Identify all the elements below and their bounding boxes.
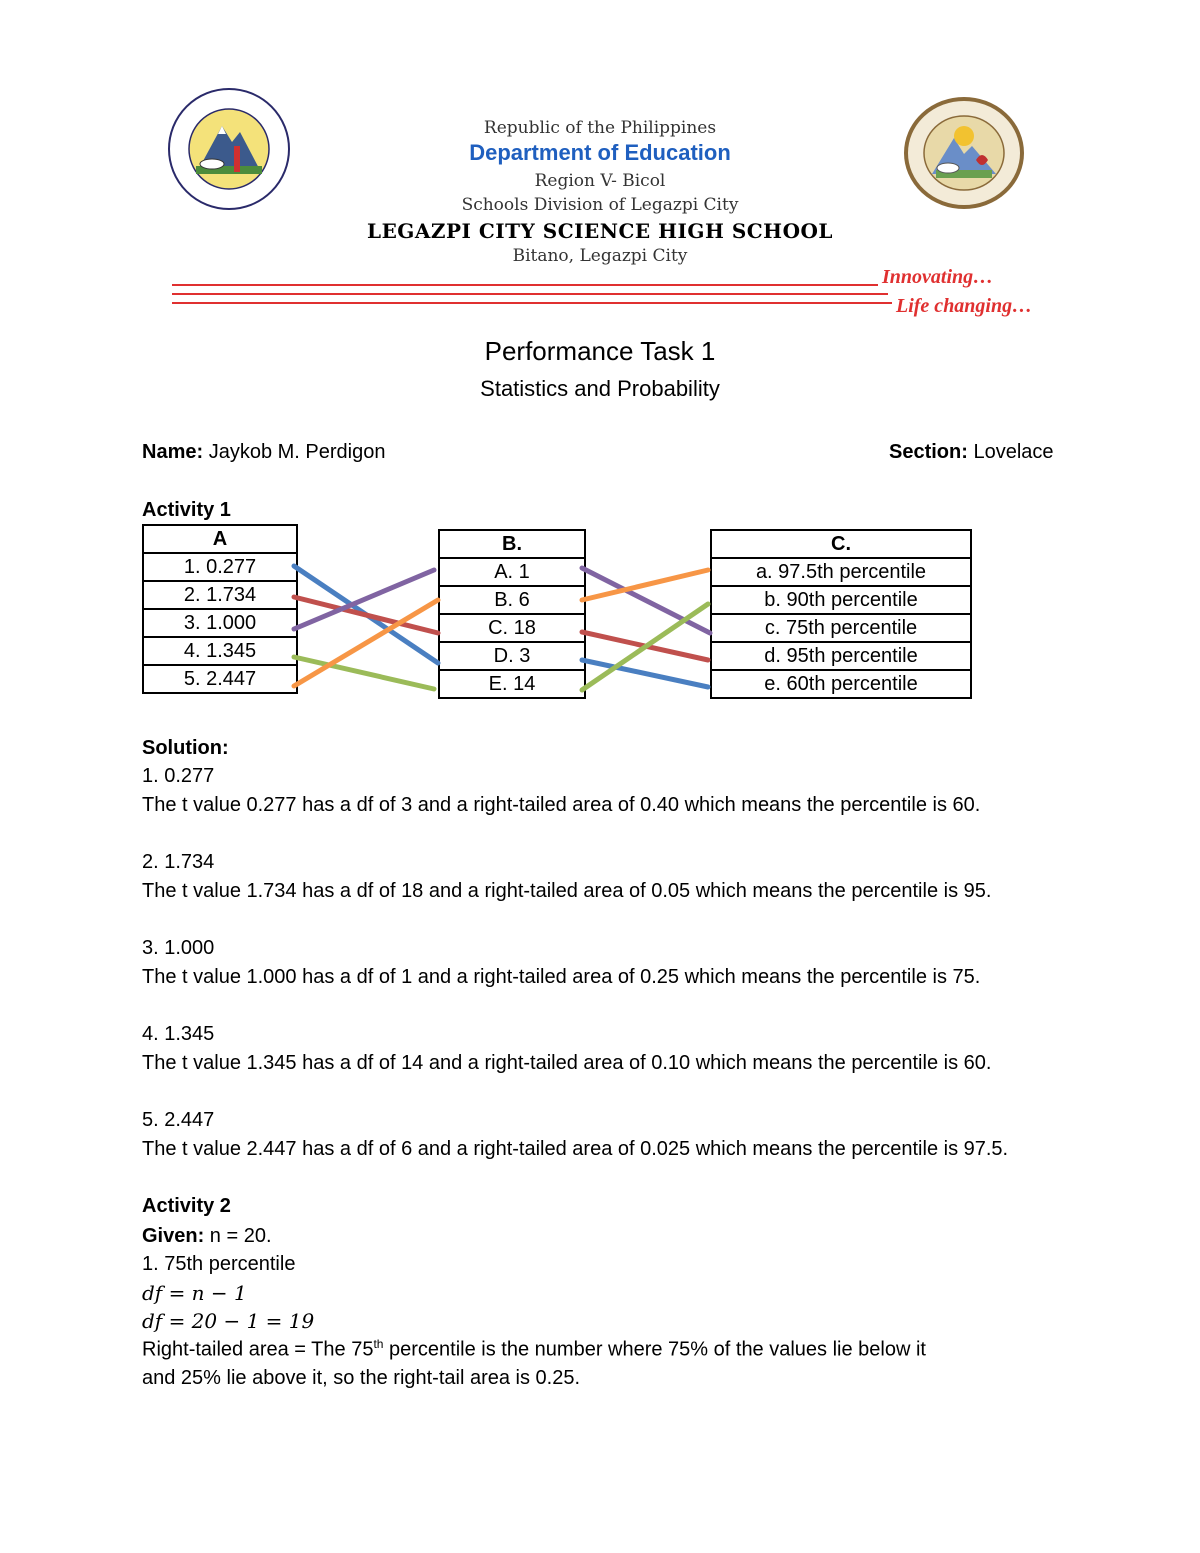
column-b-item: C. 18 (439, 614, 585, 642)
match-line-b1-c3 (582, 568, 710, 633)
match-line-b4-c5 (582, 660, 708, 687)
solution-item-label: 5. 2.447 (142, 1109, 215, 1131)
header-location: Bitano, Legazpi City (512, 246, 688, 266)
activity2-item: 1. 75th percentile (142, 1253, 296, 1275)
motto-line-1: Innovating… (882, 266, 994, 288)
formula-df-general: df = n − 1 (142, 1281, 247, 1305)
column-b-item: B. 6 (439, 586, 585, 614)
column-a-item: 1. 0.277 (143, 553, 297, 581)
solution-item-label: 2. 1.734 (142, 851, 215, 873)
header-republic: Republic of the Philippines (483, 118, 717, 138)
column-a-header: A (143, 525, 297, 553)
solution-item-text: The t value 0.277 has a df of 3 and a right-tailed area of 0.40 which means the percentile is 60. (142, 794, 981, 816)
column-c-item: a. 97.5th percentile (711, 558, 971, 586)
column-b-item: A. 1 (439, 558, 585, 586)
right-tail-explanation-cont: and 25% lie above it, so the right-tail area is 0.25. (142, 1367, 581, 1389)
column-b-item: D. 3 (439, 642, 585, 670)
column-c-item: c. 75th percentile (711, 614, 971, 642)
solution-item-text: The t value 1.345 has a df of 14 and a right-tailed area of 0.10 which means the percentile is 60. (142, 1052, 992, 1074)
name-label: Name: (142, 441, 204, 463)
solution-item-label: 4. 1.345 (142, 1023, 215, 1045)
page-subtitle: Statistics and Probability (480, 376, 720, 401)
formula-df-computed: df = 20 − 1 = 19 (142, 1309, 315, 1333)
column-c-header: C. (711, 530, 971, 558)
column-a-item: 4. 1.345 (143, 637, 297, 665)
name-value: Jaykob M. Perdigon (208, 441, 386, 463)
header-division: Schools Division of Legazpi City (461, 195, 739, 215)
solution-heading: Solution: (142, 737, 229, 759)
match-line-b2-c1 (582, 570, 708, 600)
section-value: Lovelace (973, 441, 1054, 463)
solution-item-label: 1. 0.277 (142, 765, 215, 787)
given-line (142, 1225, 272, 1248)
page-title: Performance Task 1 (484, 336, 716, 366)
column-c-item: d. 95th percentile (711, 642, 971, 670)
given-label: Given: (142, 1225, 205, 1247)
column-c-item: b. 90th percentile (711, 586, 971, 614)
solution-item-text: The t value 1.000 has a df of 1 and a right-tailed area of 0.25 which means the percentile is 75. (142, 966, 981, 988)
activity1-heading: Activity 1 (142, 499, 231, 521)
right-tail-explanation: Right-tailed area = The 75th percentile is the number where 75% of the values lie below it (142, 1337, 926, 1361)
activity2-heading: Activity 2 (142, 1195, 231, 1217)
solution-item-text: The t value 1.734 has a df of 18 and a right-tailed area of 0.05 which means the percentile is 95. (142, 880, 992, 902)
header-school-name: LEGAZPI CITY SCIENCE HIGH SCHOOL (367, 219, 833, 243)
header-department: Department of Education (469, 140, 731, 165)
match-line-b5-c2 (582, 604, 708, 690)
header-region: Region V- Bicol (534, 171, 666, 191)
solution-item-text: The t value 2.447 has a df of 6 and a right-tailed area of 0.025 which means the percentile is 97.5. (142, 1138, 1009, 1160)
column-a-item: 5. 2.447 (143, 665, 297, 693)
section-label: Section: (889, 441, 968, 463)
column-b-item: E. 14 (439, 670, 585, 698)
column-c-item: e. 60th percentile (711, 670, 971, 698)
column-a-item: 3. 1.000 (143, 609, 297, 637)
column-b-header: B. (439, 530, 585, 558)
solution-item-label: 3. 1.000 (142, 937, 215, 959)
motto-line-2: Life changing… (896, 295, 1033, 317)
column-a-item: 2. 1.734 (143, 581, 297, 609)
given-value: n = 20. (204, 1225, 272, 1247)
